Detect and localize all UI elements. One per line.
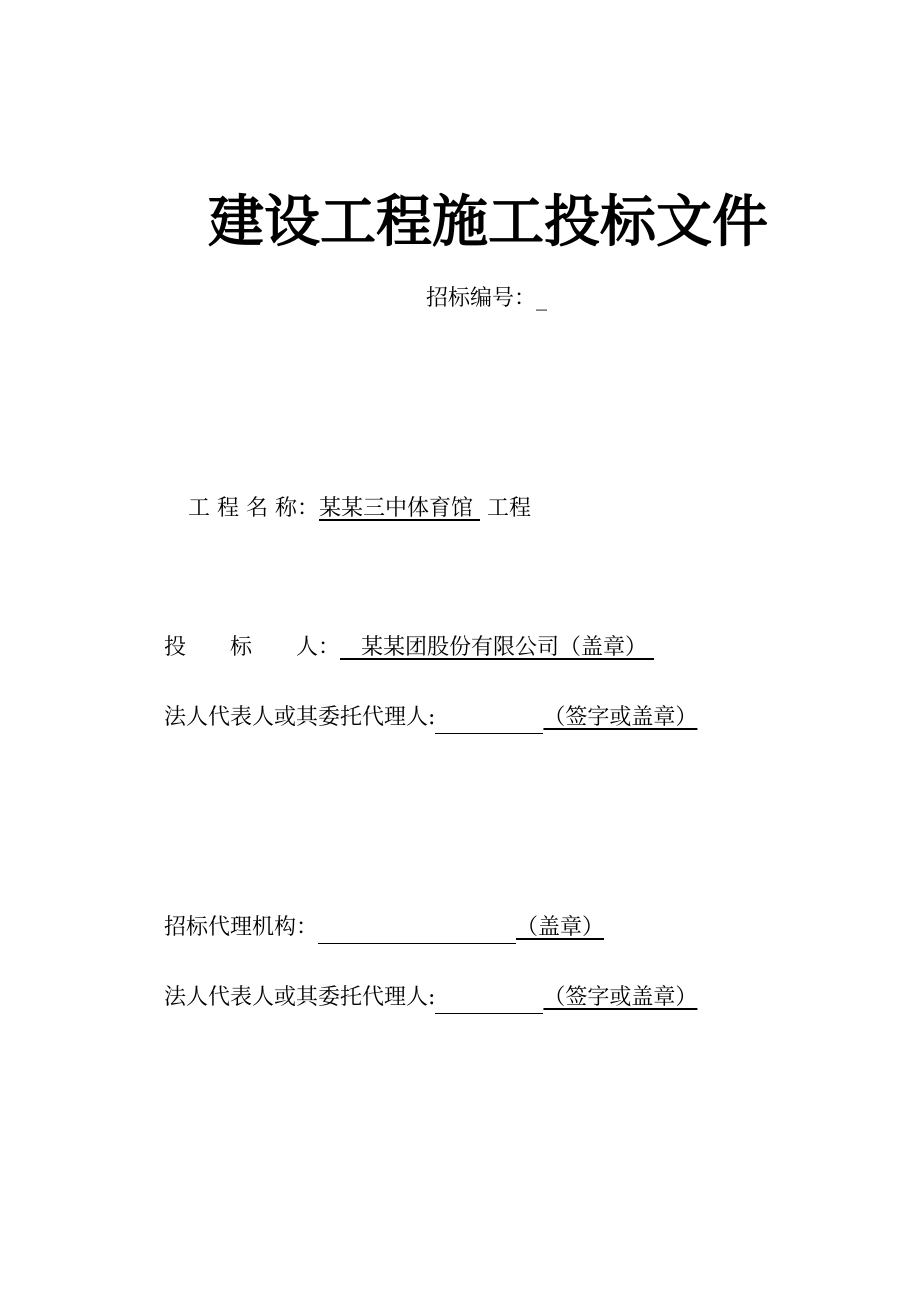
- project-name-value: 某某三中体育馆: [318, 496, 473, 521]
- legal-rep-line-2: [164, 983, 697, 1014]
- agency-label: 招标代理机构：: [164, 915, 319, 940]
- bidder-value: 某某团股份有限公司（盖章）: [361, 635, 648, 660]
- document-title: 建设工程施工投标文件: [208, 190, 768, 255]
- legal-rep-label-2: 法人代表人或其委托代理人:: [164, 985, 436, 1010]
- bid-number-label: 招标编号：: [426, 286, 537, 311]
- legal-rep-value-2: （签字或盖章）: [543, 985, 698, 1010]
- legal-rep-label-1: 法人代表人或其委托代理人:: [164, 705, 436, 730]
- bidder-label: 投 标 人：: [164, 635, 341, 660]
- agency-line: [164, 913, 604, 944]
- bid-number-line: [426, 284, 547, 314]
- project-name-label: 工 程 名 称：: [188, 496, 319, 521]
- signature-blank-1: [435, 703, 543, 734]
- legal-rep-line-1: [164, 703, 697, 734]
- bidder-line: [164, 633, 654, 663]
- agency-value: （盖章）: [516, 915, 605, 940]
- legal-rep-value-1: （签字或盖章）: [543, 705, 698, 730]
- project-name-line: [188, 494, 531, 524]
- agency-blank: [318, 913, 516, 944]
- bid-number-value: _: [536, 286, 548, 311]
- project-name-suffix: 工程: [487, 496, 532, 521]
- signature-blank-2: [435, 983, 543, 1014]
